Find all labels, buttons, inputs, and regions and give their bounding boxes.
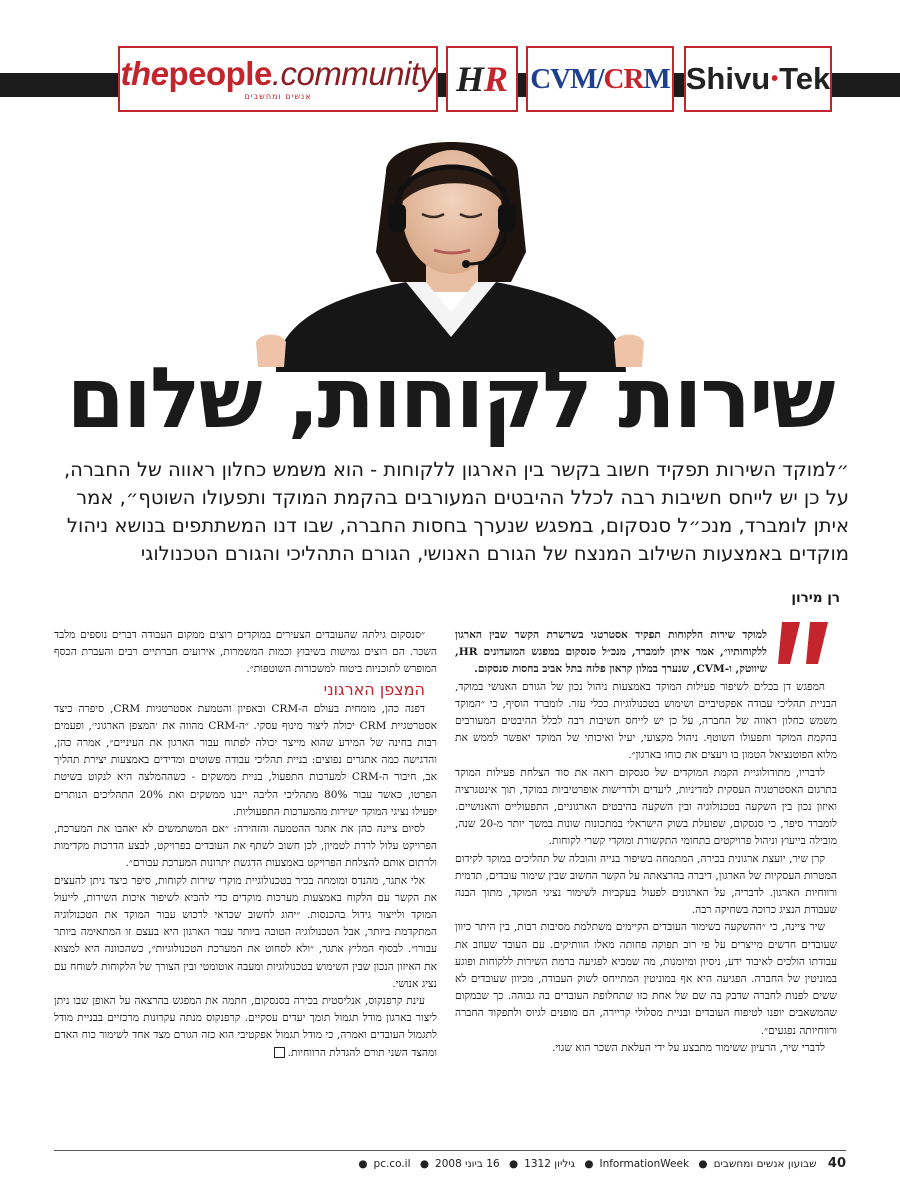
logo-community: .community	[271, 55, 436, 92]
shivutek-logo-dot: •	[771, 67, 779, 90]
article-byline: רן מירון	[791, 590, 840, 606]
footer-rule	[54, 1150, 846, 1151]
agent-illustration	[236, 132, 666, 372]
footer-bullet-icon: ●	[698, 1158, 708, 1170]
article-paragraph: קרן שיר, יועצת ארגונית בכירה, המתמחה בשיפור בנייה והובלה של תהליכים במוקד לקידום המטרות העסקיות של הארגון, דיברה בהרצאתה על הקשר החשוב שבין שימור עובדים, תדמית ורווחיות הארגון. לדבריה, על הארגונים לפעול בעקביות לשימור נציגי המוקד, מתוך הבנה שעבודת הנציג כרוכה בשחיקה רבה.	[455, 852, 837, 917]
thepeople-logo-text	[120, 57, 435, 90]
footer-magazine: InformationWeek	[599, 1158, 690, 1170]
article-column-left	[54, 627, 437, 1157]
cvm-logo-slash: /	[596, 62, 604, 95]
article-column-right	[455, 627, 837, 1167]
crm-logo-part: CR	[603, 62, 644, 95]
footer-publication: שבועון אנשים ומחשבים	[713, 1158, 817, 1170]
hr-logo-h: H	[455, 59, 484, 99]
logo-people: people	[168, 55, 272, 92]
article-headline: שירות לקוחות, שלום	[66, 349, 834, 447]
cvm-crm-logo[interactable]	[526, 46, 674, 112]
logo-subtitle: אנשים ומחשבים	[244, 92, 312, 101]
page-footer	[54, 1156, 846, 1171]
footer-bullet-icon: ●	[584, 1158, 594, 1170]
page-number: 40	[827, 1156, 846, 1171]
footer-bullet-icon: ●	[509, 1158, 519, 1170]
article-paragraph: לדבריו, מתודולוגיית הקמת המוקדים של סנסקום רואה את סוד הצלחת פעילות המוקד בתרגום האסטרטגיה העסקית למדיניות, ליעדים ולדרישות אופרטיביות במוקד, תוך אינטגרציה ואיזון נכון בין השקעה בטכנולוגיה ובין השקעה בהיבטים הארגוניים, התפעוליים והאנושיים. לומברד סיפר, כי סנסקום, שפועלת בשוק הישראלי במתכונות שונות במשך יותר מ-20 שנה, מובילה בייעוץ וניהול פרויקטים בתחומי התקשורת ומוקדי קשרי לקוחות.	[455, 766, 837, 848]
article-paragraph: לסיום ציינה כהן את אתגר ההטמעה והזהירה: ״אם המשתמשים לא יאהבו את המערכת, הפרויקט עלול לרדת לטמיון, לכן חשוב לשתף את העובדים בפרויקט, לבצע הדרכות מקדימות ולרתום אותם להצלחת הפרויקט באמצעות הדגשת יתרונות המערכת עבורם״.	[54, 823, 437, 870]
shivutek-logo-a: Shivu	[685, 61, 771, 96]
thepeople-community-logo[interactable]	[118, 46, 438, 112]
shivutek-logo-b: Tek	[779, 61, 831, 96]
logo-the: the	[120, 55, 169, 92]
footer-bullet-icon: ●	[358, 1158, 368, 1170]
article-paragraph: שיר ציינה, כי ״ההשקעה בשימור העובדים הקיימים משתלמת מסיבות רבות, בין היתר כיוון שעובדים חדשים מייצרים על פי רוב תפוקה פחותה מאלו הוותיקים. עם העובד שעוזב את עבודתו הולכים לאיבוד ידע, ניסיון ומיומנות, מה שמביא לפגיעה ברמת השירות ללקוחות ופוגע במוניטין של החברה. הפגיעה היא אף במוניטין המתייחס לשוק העבודה, מכיוון שעובדים לא ששים לפנות לחברה שדבק בה שם של אחת כזו שתחלופת העובדים בה גבוהה. כך שבמקום שהמשאבים יופנו לטיפוח העובדים ובניית מסלולי קריירה, הם מופנים לגיוס ולתפקוד החברה ורווחיותה נפגעים״.	[455, 921, 837, 1037]
footer-site[interactable]: pc.co.il	[373, 1158, 411, 1170]
footer-date: 16 ביוני 2008	[435, 1158, 500, 1170]
end-mark-icon	[274, 1047, 285, 1058]
shivutek-logo[interactable]	[684, 46, 832, 112]
article-lede: למוקד שירות הלקוחות תפקיד אסטרטגי בשרשרת הקשר שבין הארגון ללקוחותיו״, אמר איתן לומברד, מנכ״ל סנסקום במפגש המועדונים HR, שיווטק, ו-CVM, שנערך במלון קראון פלזה בתל אביב בחסות סנסקום.	[455, 629, 767, 676]
article-intro: ״למוקד השירות תפקיד חשוב בקשר בין הארגון ללקוחות - הוא משמש כחלון ראווה של החברה, על כן יש לייחס חשיבות רבה לכלל ההיבטים המעורבים בהקמת המוקד ותפעולו השוטף״, אמר איתן לומברד, מנכ״ל סנסקום, במפגש שנערך בחסות החברה, שבו דנו המשתתפים בנושא ניהול מוקדים באמצעות השילוב המנצח של הגורם האנושי, הגורם התהליכי והגורם הטכנולוגי	[63, 458, 849, 565]
hr-logo-r: R	[484, 59, 509, 99]
article-paragraph-text: עינת קרפנקוס, אנליסטית בכירה בסנסקום, חתמה את המפגש בהרצאה על האופן שבו ניתן ליצור בארגון מודל תגמול תומך יעדים עסקיים. קרפנקוס מנתה עקרונות מרכזיים בבניית מודל לתגמול העובדים ואמרה, כי מודל תגמול אפקטיבי הוא כזה הגורם מצד אחד לשימור כוח האדם ומהצד השני תורם להגדלת הרווחיות.	[54, 995, 437, 1059]
hr-club-logo[interactable]	[446, 46, 518, 112]
article-paragraph: לדברי שיר, הרעיון ששימור מתבצע על ידי העלאת השכר הוא שגוי.	[552, 1041, 825, 1054]
article-paragraph-last	[54, 993, 437, 1062]
article-paragraph: ״סנסקום גילתה שהעובדים הצעירים במוקדים רוצים ממקום העבודה דברים נוספים מלבד השכר. הם רוצים גמישות בשיבוץ וכמות המשמרות, אירועים חברתיים רבים והעברת הכסף המופרש לתוכניות ביטוח למשכורות השוטפות״.	[54, 629, 437, 676]
cvm-logo-part: CVM	[530, 62, 597, 95]
article-paragraph: אלי אתגר, מהנדס ומומחה בכיר בטכנולוגיית מוקדי שירות לקוחות, סיפר כיצד ניתן להעצים את הקשר עם הלקוח באמצעות מערכות מוקדים כדי להביא לשיפור איכות השירות, לייעול המוקד ולייצור גידול בהכנסות. ״יהוג לחשוב שכדאי לרכוש עבור המוקד את הטכנולוגיה המתקדמת ביותר, אבל הטכנולוגיה הטובה ביותר עבור הארגון היא בעצם זו המתאימה ביותר עבורו״. לבסוף המליץ אתגר, ״ולא לסחוט את המערכת הטכנולוגיות״, כשהכוונה היא למצוא את האיזון הנכון שבין השימוש בטכנולוגיות ומעבה אוטומטי ובין הצורך של הלקוחות לשוחח עם נציג אנושי.	[54, 874, 437, 990]
call-center-agent-photo	[236, 132, 666, 372]
footer-bullet-icon: ●	[419, 1158, 430, 1170]
section-subheading: המצפן הארגוני	[323, 679, 425, 699]
article-paragraph: המפגש דן בכלים לשיפור פעילות המוקד באמצעות ניהול נכון של הגורם האנושי במוקד, הבניית תהליכי עבודה אפקטיביים ושימוש בטכנולוגיות ככלי עזר. לומברד הוסיף, כי ״המוקד משמש כחלון ראווה של החברה, על כן יש לייחס חשיבות רבה לכלל ההיבטים המעורבים בהקמת המוקד ותפעולו השוטף. ניהול מקצועי, יעיל ואיכותי של המוקד יאפשר לממש את מלוא הפוטנציאל הטמון בו ויעצים את כוחו בארגון״.	[455, 680, 837, 762]
article-paragraph: דפנה כהן, מומחית בעולם ה-CRM ובאפיון והטמעת אסטרטגיות CRM, סיפרה כיצד אסטרטגיית CRM יכולה ליצור מינוף עסקי. ״ה-CRM מהווה את ׳המצפן הארגוני׳, ופעמים רבות בחינה של המידע שהוא מייצר יכולה לפתוח עבור הארגון את העיניים״, אמרה כהן, והדגישה כמה אתגרים נפוצים: בניית תהליכי עבודה פשוטים ומדידים באמצעות יצירת תהליך אב, חיבור ה-CRM למערכות התפעול, בניית ממשקים - כשההמלצה היא לנקוט בשיטת הפרטו, כאשר עבור 80% מתהליכי הליבה ייבנו ממשקים ואת 20% התהליכים הנותרים יפעילו נציגי המוקד ישירות מהמערכות התפעוליות.	[54, 702, 437, 818]
footer-issue: גיליון 1312	[524, 1158, 575, 1170]
crm-logo-m: M	[643, 62, 670, 95]
